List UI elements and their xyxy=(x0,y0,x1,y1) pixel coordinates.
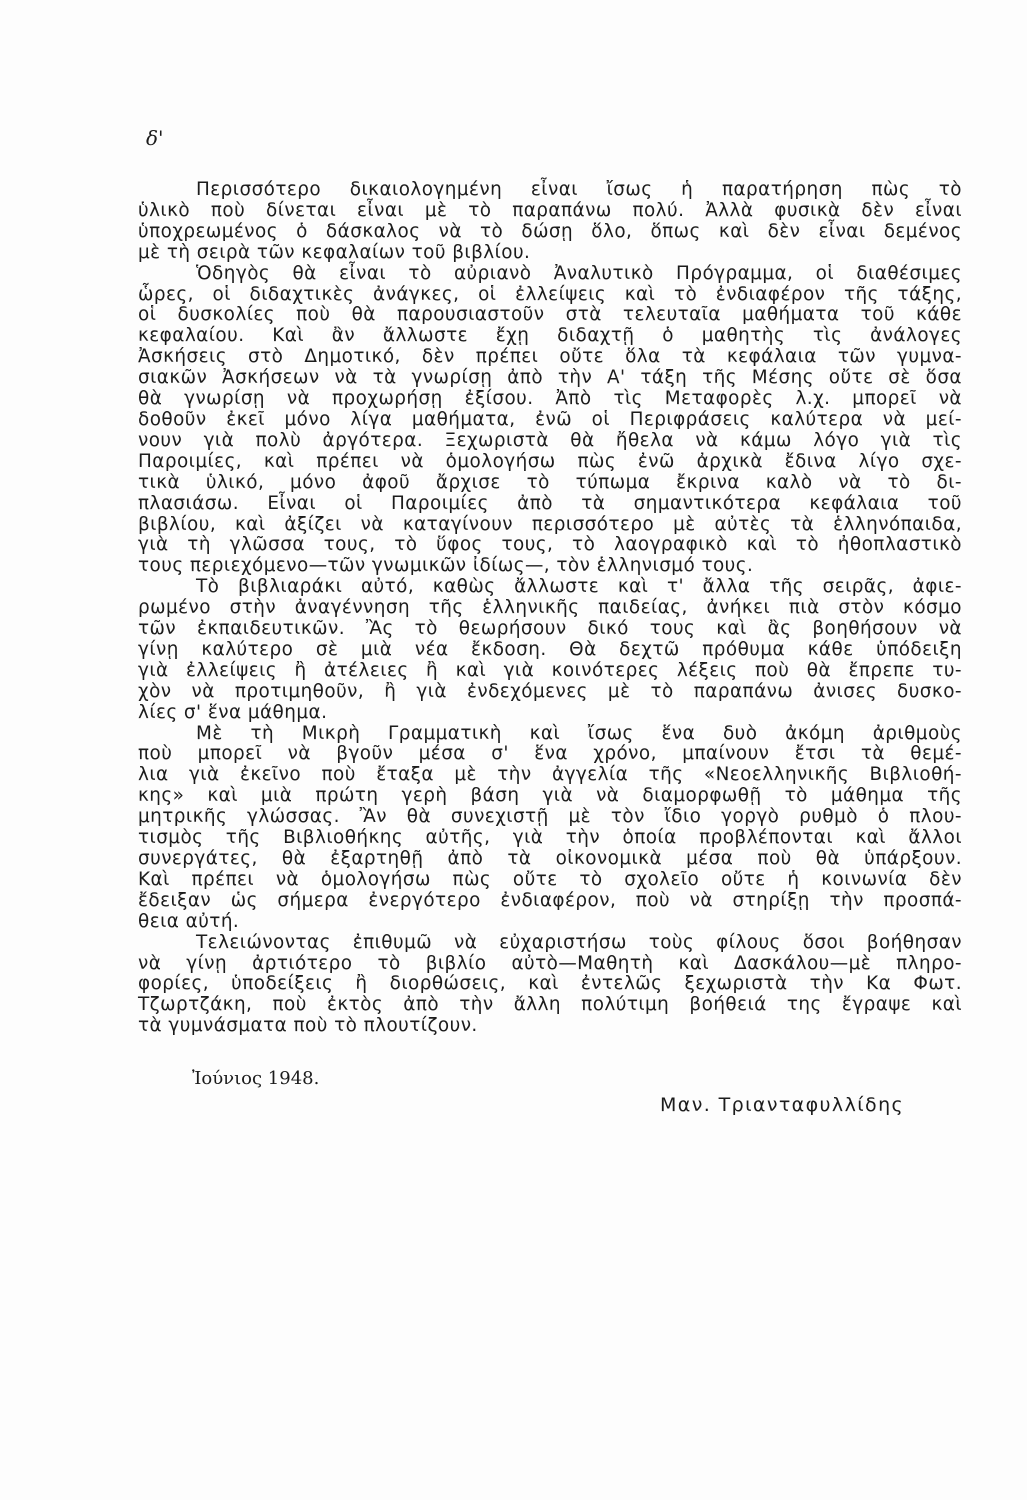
text-line: βιβλίου, καὶ ἀξίζει νὰ καταγίνουν περισσότερο μὲ αὐτὲς τὰ ἑλληνόπαιδα, xyxy=(138,513,962,535)
text-line: γίνῃ καλύτερο σὲ μιὰ νέα ἔκδοση. Θὰ δεχτῶ πρόθυμα κάθε ὑπόδειξη xyxy=(138,638,962,660)
text-line: ρωμένο στὴν ἀναγέννηση τῆς ἑλληνικῆς παιδείας, ἀνήκει πιὰ στὸν κόσμο xyxy=(138,597,962,619)
text-line: οἱ δυσκολίες ποὺ θὰ παρουσιαστοῦν στὰ τελευταῖα μαθήματα τοῦ κάθε xyxy=(138,304,962,326)
text-line: μὲ τὴ σειρὰ τῶν κεφαλαίων τοῦ βιβλίου. xyxy=(138,241,531,263)
text-line: χὸν νὰ προτιμηθοῦν, ἢ γιὰ ἐνδεχόμενες μὲ τὸ παραπάνω ἀνισες δυσκο- xyxy=(138,680,962,702)
text-line: τους περιεχόμενο—τῶν γνωμικῶν ἰδίως—, τὸν ἑλληνισμό τους. xyxy=(138,555,754,577)
text-line: πλασιάσω. Εἶναι οἱ Παροιμίες ἀπὸ τὰ σημαντικότερα κεφάλαια τοῦ xyxy=(138,492,962,514)
text-line: Ἀσκήσεις στὸ Δημοτικό, δὲν πρέπει οὔτε ὅλα τὰ κεφάλαια τῶν γυμνα- xyxy=(138,346,962,368)
text-line: Περισσότερο δικαιολογημένη εἶναι ἴσως ἡ παρατήρηση πὼς τὸ xyxy=(196,179,962,200)
author-signature: Μαν. Τριανταφυλλίδης xyxy=(660,1094,905,1116)
text-line: θὰ γνωρίσῃ νὰ προχωρήσῃ ἐξίσου. Ἀπὸ τὶς Μεταφορὲς λ.χ. μπορεῖ νὰ xyxy=(138,388,962,410)
text-line: ποὺ μπορεῖ νὰ βγοῦν μέσα σ' ἕνα χρόνο, μπαίνουν ἔτσι τὰ θεμέ- xyxy=(138,743,962,765)
body-text xyxy=(138,180,962,1037)
text-line: δοθοῦν ἐκεῖ μόνο λίγα μαθήματα, ἐνῶ οἱ Περιφράσεις καλύτερα νὰ μεί- xyxy=(138,408,962,430)
text-line: ὑλικὸ ποὺ δίνεται εἶναι μὲ τὸ παραπάνω πολύ. Ἀλλὰ φυσικὰ δὲν εἶναι xyxy=(138,199,962,221)
text-line: μητρικῆς γλώσσας. Ἂν θὰ συνεχιστῇ μὲ τὸν ἴδιο γοργὸ ρυθμὸ ὁ πλου- xyxy=(138,806,962,828)
paragraph xyxy=(138,724,962,933)
text-line: τῶν ἐκπαιδευτικῶν. Ἂς τὸ θεωρήσουν δικό τους καὶ ἂς βοηθήσουν νὰ xyxy=(138,618,962,640)
text-line: θεια αὐτή. xyxy=(138,910,240,932)
text-line: λια γιὰ ἐκεῖνο ποὺ ἔταξα μὲ τὴν ἀγγελία τῆς «Νεοελληνικῆς Βιβλιοθή- xyxy=(138,764,962,786)
text-line: Τζωρτζάκη, ποὺ ἐκτὸς ἀπὸ τὴν ἄλλη πολύτιμη βοήθειά της ἔγραψε καὶ xyxy=(138,994,962,1016)
text-line: κεφαλαίου. Καὶ ἂν ἄλλωστε ἔχῃ διδαχτῇ ὁ μαθητὴς τὶς ἀνάλογες xyxy=(138,325,962,347)
text-line: Τὸ βιβλιαράκι αὐτό, καθὼς ἄλλωστε καὶ τ' ἄλλα τῆς σειρᾶς, ἀφιε- xyxy=(196,576,962,598)
text-line: Καὶ πρέπει νὰ ὁμολογήσω πὼς οὔτε τὸ σχολεῖο οὔτε ἡ κοινωνία δὲν xyxy=(138,868,962,890)
text-line: τικὰ ὑλικό, μόνο ἀφοῦ ἄρχισε τὸ τύπωμα ἔκρινα καλὸ νὰ τὸ δι- xyxy=(138,471,962,493)
text-line: νὰ γίνῃ ἀρτιότερο τὸ βιβλίο αὐτὸ—Μαθητὴ καὶ Δασκάλου—μὲ πληρο- xyxy=(138,952,962,974)
paragraph xyxy=(138,577,962,723)
page-number: δ' xyxy=(146,126,164,150)
text-line: ὧρες, οἱ διδαχτικὲς ἀνάγκες, οἱ ἐλλείψεις καὶ τὸ ἐνδιαφέρον τῆς τάξης, xyxy=(138,283,962,305)
paragraph xyxy=(138,933,962,1038)
text-line: Παροιμίες, καὶ πρέπει νὰ ὁμολογήσω πὼς ἐνῶ ἀρχικὰ ἔδινα λίγο σχε- xyxy=(138,450,962,472)
date: Ἰούνιος 1948. xyxy=(192,1068,320,1089)
text-line: νουν γιὰ πολὺ ἀργότερα. Ξεχωριστὰ θὰ ἤθελα νὰ κάμω λόγο γιὰ τὶς xyxy=(138,429,962,451)
text-line: σιακῶν Ἀσκήσεων νὰ τὰ γνωρίσῃ ἀπὸ τὴν Α' τάξη τῆς Μέσης οὔτε σὲ ὅσα xyxy=(138,367,962,389)
text-line: γιὰ ἐλλείψεις ἢ ἀτέλειες ἢ καὶ γιὰ κοινότερες λέξεις ποὺ θὰ ἔπρεπε τυ- xyxy=(138,659,962,681)
paragraph xyxy=(138,264,962,578)
text-line: συνεργάτες, θὰ ἐξαρτηθῇ ἀπὸ τὰ οἰκονομικὰ μέσα ποὺ θὰ ὑπάρξουν. xyxy=(138,848,962,869)
text-line: γιὰ τὴ γλῶσσα τους, τὸ ὕφος τους, τὸ λαογραφικὸ καὶ τὸ ἠθοπλαστικὸ xyxy=(138,534,962,556)
text-line: Ὁδηγὸς θὰ εἶναι τὸ αὐριανὸ Ἀναλυτικὸ Πρόγραμμα, οἱ διαθέσιμες xyxy=(196,262,962,284)
text-line: φορίες, ὑποδείξεις ἢ διορθώσεις, καὶ ἐντελῶς ξεχωριστὰ τὴν Κα Φωτ. xyxy=(138,973,962,995)
text-line: ὑποχρεωμένος ὁ δάσκαλος νὰ τὸ δώσῃ ὅλο, ὅπως καὶ δὲν εἶναι δεμένος xyxy=(138,220,962,242)
paragraph xyxy=(138,180,962,264)
text-line: Μὲ τὴ Μικρὴ Γραμματικὴ καὶ ἴσως ἕνα δυὸ ἀκόμη ἀριθμοὺς xyxy=(196,722,962,744)
text-line: Τελειώνοντας ἐπιθυμῶ νὰ εὐχαριστήσω τοὺς φίλους ὅσοι βοήθησαν xyxy=(196,931,962,953)
text-line: τισμὸς τῆς Βιβλιοθήκης αὐτῆς, γιὰ τὴν ὁποία προβλέπονται καὶ ἄλλοι xyxy=(138,827,962,849)
text-line: ἔδειξαν ὡς σήμερα ἐνεργότερο ἐνδιαφέρον, ποὺ νὰ στηρίξῃ τὴν προσπά- xyxy=(138,889,962,911)
text-line: τὰ γυμνάσματα ποὺ τὸ πλουτίζουν. xyxy=(138,1015,478,1037)
text-line: κης» καὶ μιὰ πρώτη γερὴ βάση γιὰ νὰ διαμορφωθῇ τὸ μάθημα τῆς xyxy=(138,785,962,807)
text-line: λίες σ' ἕνα μάθημα. xyxy=(138,701,328,723)
